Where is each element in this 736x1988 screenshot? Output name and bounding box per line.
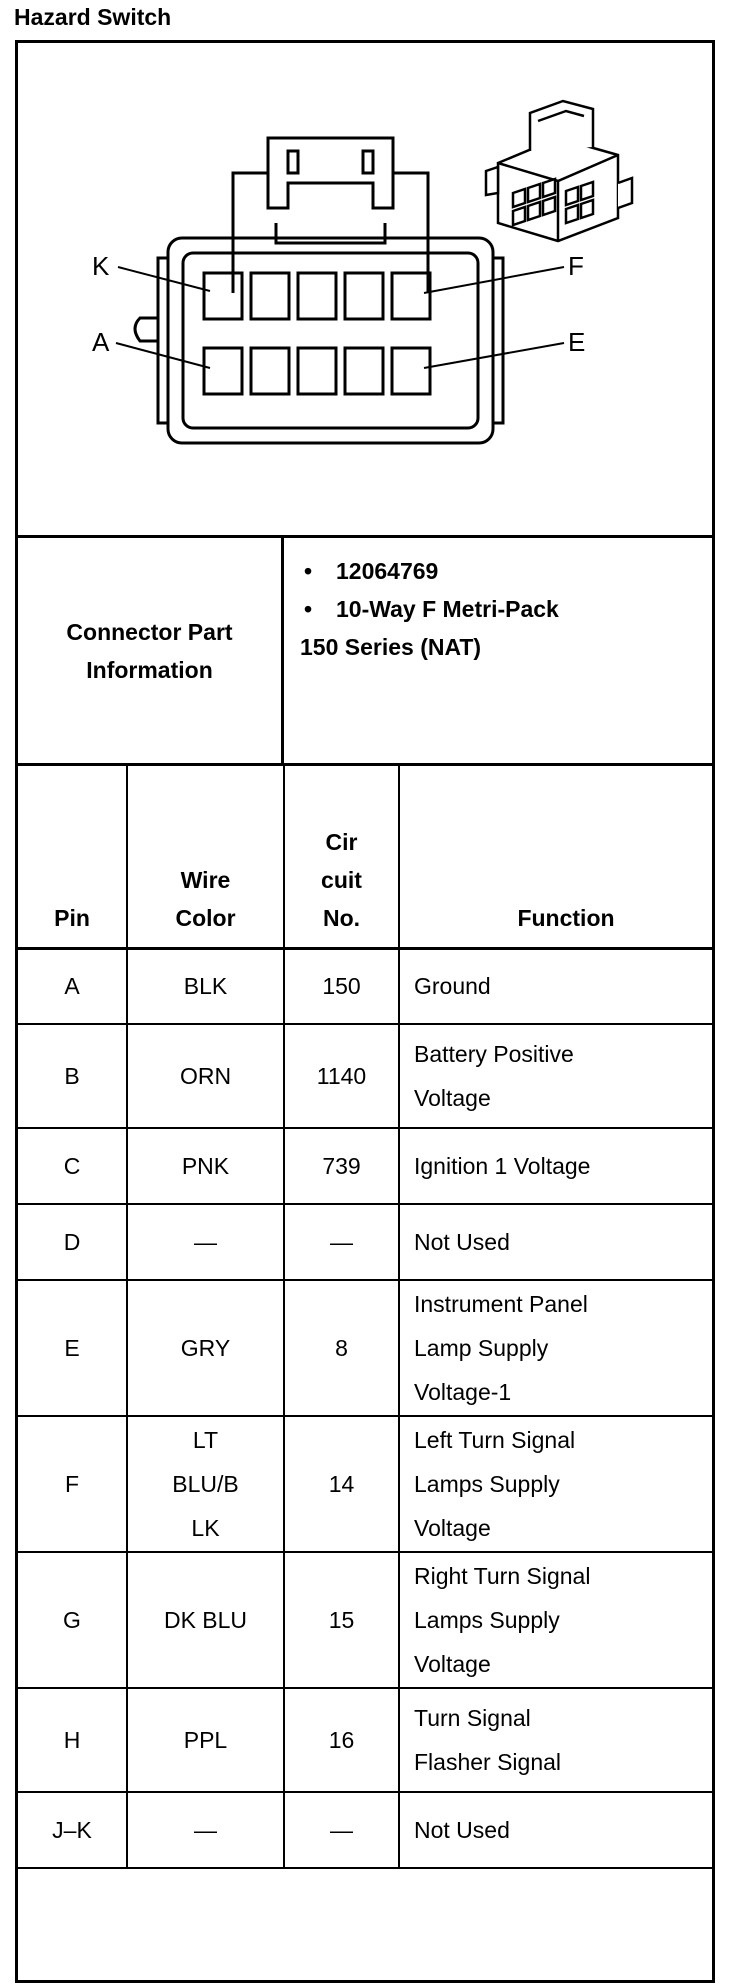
cell-function [399,1280,712,1416]
cell-circuit-no: — [284,1204,399,1280]
function-line: Ground [414,973,491,1000]
table-row [18,1024,712,1128]
function-line: Voltage [414,1085,491,1111]
cell-wire-color [127,948,284,1024]
connector-key [135,318,158,341]
header-pin: Pin [18,766,127,948]
connector-3d-thumbnail [486,101,632,241]
cell-circuit-no: 15 [284,1552,399,1688]
wire-color-line: PNK [181,1153,230,1179]
wire-color-line: GRY [180,1335,231,1361]
connector-info-values [300,552,700,666]
page-title: Hazard Switch [14,4,172,30]
cell-function [399,1204,712,1280]
label-pin-e: E [568,327,586,357]
header-circuit-no: Cir cuit No. [284,766,399,948]
label-pin-a: A [92,327,110,357]
function-line: Not Used [414,1817,510,1843]
wire-color-line: LT [192,1427,219,1453]
function-line: Voltage [414,1651,491,1677]
cell-wire-color [127,1792,284,1868]
function-line: Instrument Panel [414,1291,588,1317]
wire-color-line: BLK [183,973,228,1000]
cell-wire-color [127,1280,284,1416]
function-line: Flasher Signal [414,1749,562,1775]
wire-color-line: DK BLU [163,1607,248,1633]
cell-circuit-no: 150 [284,948,399,1024]
function-line: Voltage-1 [414,1379,512,1405]
cell-function [399,1792,712,1868]
header-wire-color: Wire Color [127,766,284,948]
pinout-table [18,766,712,1869]
connector-diagram [18,43,712,538]
connector-latch [233,138,428,293]
cell-wire-color [127,1128,284,1204]
cell-function [399,1024,712,1128]
function-line: Ignition 1 Voltage [414,1153,591,1179]
cavity-row-top [204,273,430,319]
connector-body [168,238,493,443]
table-header-row [18,766,712,948]
cell-function [399,948,712,1024]
cell-pin: C [18,1128,127,1204]
function-line: Turn Signal [414,1705,531,1731]
wire-color-line: — [194,1229,217,1255]
cell-circuit-no: — [284,1792,399,1868]
connector-type: • 10-Way F Metri-Pack [300,590,700,628]
wire-color-line: LK [191,1515,220,1541]
cell-pin: H [18,1688,127,1792]
cell-circuit-no: 14 [284,1416,399,1552]
connector-info-label: Connector Part Information [18,538,284,763]
table-row [18,1552,712,1688]
cell-circuit-no: 16 [284,1688,399,1792]
cell-pin: F [18,1416,127,1552]
cell-wire-color [127,1204,284,1280]
function-line: Left Turn Signal [414,1427,576,1453]
label-pin-k: K [92,251,110,281]
cell-function [399,1552,712,1688]
pinout-rows [18,948,712,1868]
table-row [18,1128,712,1204]
table-row [18,948,712,1024]
cell-pin: J–K [18,1792,127,1868]
function-line: Voltage [414,1515,491,1541]
table-row [18,1416,712,1552]
wire-color-line: PPL [183,1727,228,1753]
cell-circuit-no: 8 [284,1280,399,1416]
function-line: Lamp Supply [414,1335,549,1361]
header-function: Function [399,766,712,948]
cell-pin: A [18,948,127,1024]
cell-circuit-no: 739 [284,1128,399,1204]
connector-sheet [15,40,715,1983]
cell-pin: E [18,1280,127,1416]
cell-wire-color [127,1688,284,1792]
wire-color-line: ORN [179,1063,232,1089]
function-line: Lamps Supply [414,1471,560,1497]
connector-face-drawing [18,43,712,535]
table-row [18,1280,712,1416]
cell-pin: G [18,1552,127,1688]
cell-wire-color [127,1552,284,1688]
label-pin-f: F [568,251,584,281]
connector-series: 150 Series (NAT) [300,634,482,660]
function-line: Lamps Supply [414,1607,560,1633]
connector-part-information [18,538,712,766]
table-row [18,1204,712,1280]
cell-pin: B [18,1024,127,1128]
cell-function [399,1128,712,1204]
cell-pin: D [18,1204,127,1280]
function-line: Not Used [414,1229,510,1255]
cell-wire-color [127,1416,284,1552]
wire-color-line: — [194,1817,217,1843]
function-line: Right Turn Signal [414,1563,591,1589]
part-number: • 12064769 [300,552,700,590]
table-row [18,1792,712,1868]
cavity-row-bottom [204,348,430,394]
cell-function [399,1416,712,1552]
cell-function [399,1688,712,1792]
function-line: Battery Positive [414,1041,574,1067]
table-row [18,1688,712,1792]
cell-circuit-no: 1140 [284,1024,399,1128]
wire-color-line: BLU/B [172,1471,239,1497]
cell-wire-color [127,1024,284,1128]
